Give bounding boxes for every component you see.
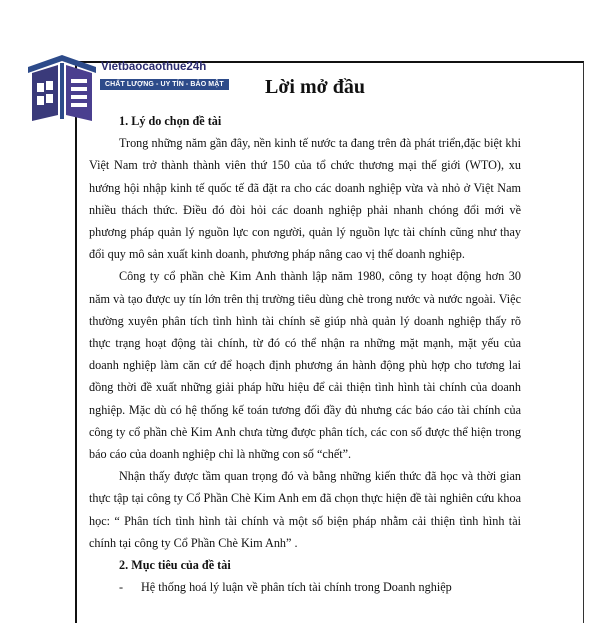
document-title: Lời mở đầu — [265, 76, 365, 98]
bullet-text: Hệ thống hoá lý luận về phân tích tài chính trong Doanh nghiệp — [141, 580, 452, 595]
section2-heading: 2. Mục tiêu của đề tài — [119, 558, 231, 573]
section1-paragraph-3: Nhận thấy được tầm quan trọng đó và bằng những kiến thức đã học và thời gian thực tập tại công ty Cổ Phần Chè Kim Anh em đã chọn thực hiện đề tài nghiên cứu khoa học: “ Phân tích tình hình tài chính và một số biện pháp nhằm cải thiện tình hình tài chính tại công ty Cổ Phần Chè Kim Anh” . — [89, 469, 521, 550]
document-body — [89, 110, 521, 598]
list-item — [119, 576, 521, 598]
bullet-dash: - — [119, 580, 124, 595]
section1-paragraph-1: Trong những năm gần đây, nền kinh tế nước ta đang trên đà phát triển,đặc biệt khi Việt Nam trở thành thành viên thứ 150 của tổ chức thương mại thế giới (WTO), xu hướng hội nhập kinh tế quốc tế đã đặt ra cho các doanh nghiệp vừa và nhỏ ở Việt Nam nhiều thách thức. Điều đó đòi hỏi các doanh nghiệp phải nhanh chóng đổi mới về phương pháp quản lý nguồn lực con người, quản lý nguồn lực tài chính cũng như thay đổi quy mô sản xuất kinh doanh, phương pháp nâng cao vị thế doanh nghiệp. — [89, 136, 521, 262]
section1-paragraph-2: Công ty cổ phần chè Kim Anh thành lập năm 1980, công ty hoạt động hơn 30 năm và tạo được uy tín lớn trên thị trường tiêu dùng chè trong nước và nước ngoài. Việc thường xuyên phân tích tình hình tài chính sẽ giúp nhà quản lý doanh nghiệp thấy rõ thực trạng hoạt động tài chính, từ đó có thể nhận ra những mặt mạnh, mặt yếu của doanh nghiệp làm căn cứ để hoạch định phương án hành động phù hợp cho tương lai đồng thời đề xuất những giải pháp hữu hiệu để cải thiện tình hình tài chính của doanh nghiệp. Mặc dù có hệ thống kế toán tương đối đầy đủ nhưng các báo cáo tài chính của công ty cổ phần chè Kim Anh chưa từng được phân tích, các con số được thể hiện trong báo cáo của doanh nghiệp chỉ là những con số “chết”. — [89, 269, 521, 462]
logo-text — [100, 60, 229, 91]
logo-tagline: CHẤT LƯỢNG - UY TÍN - BẢO MẬT — [100, 79, 229, 90]
section1-heading: 1. Lý do chọn đề tài — [119, 114, 222, 128]
logo-name: Vietbaocaothue24h — [101, 61, 207, 73]
